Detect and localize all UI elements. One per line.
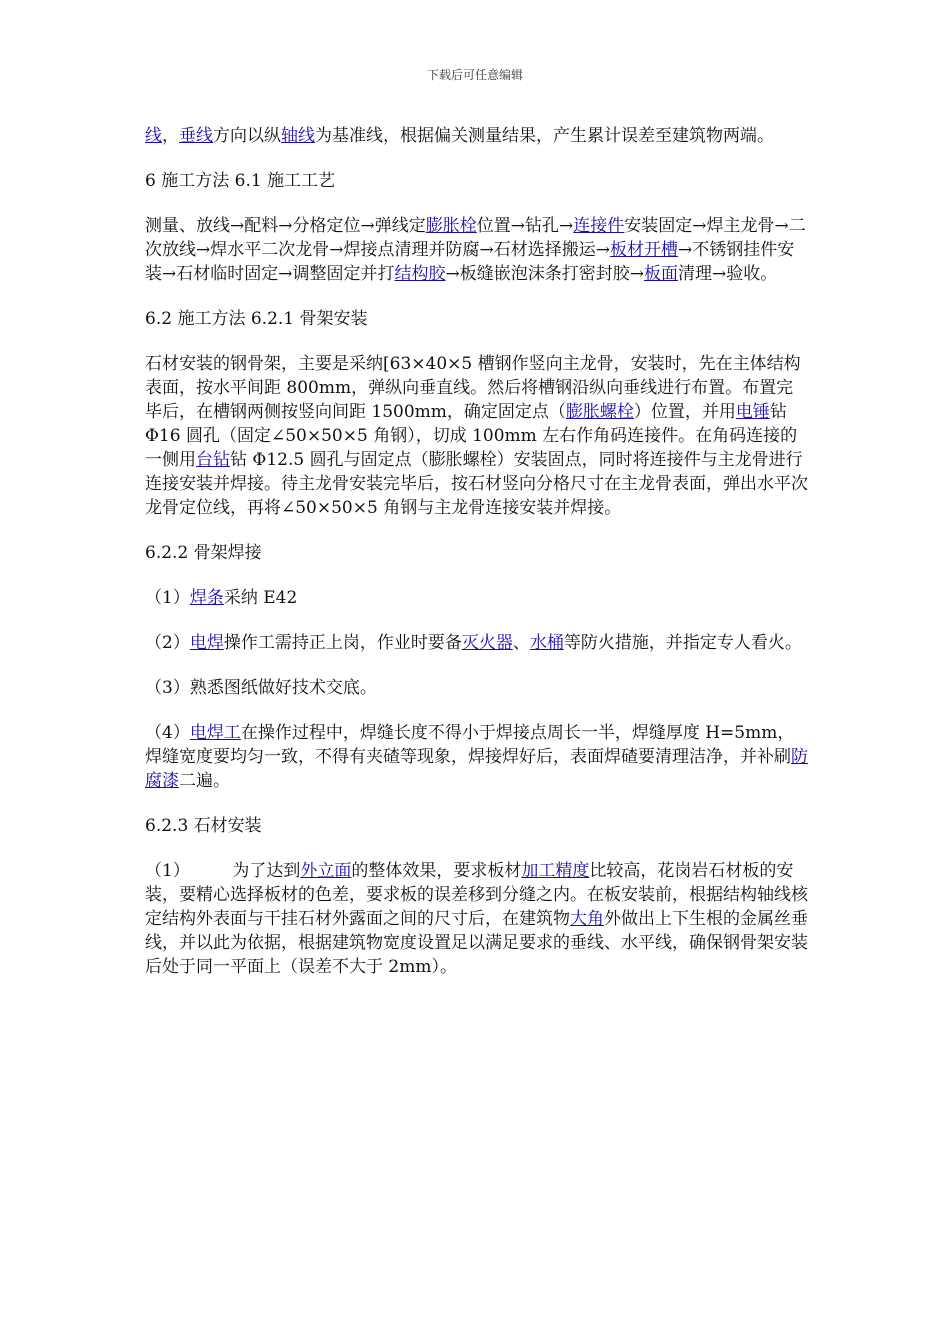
paragraph-text: 、 <box>512 633 530 653</box>
paragraph <box>145 586 810 610</box>
paragraph-text: 操作工需持正上岗，作业时要备 <box>223 633 462 653</box>
term-link[interactable]: 垂线 <box>179 126 213 146</box>
paragraph <box>145 169 810 193</box>
paragraph-text: 6.2 施工方法 6.2.1 骨架安装 <box>145 309 368 329</box>
term-link[interactable]: 加工精度 <box>521 861 590 881</box>
term-link[interactable]: 板材开槽 <box>609 240 678 260</box>
term-link[interactable]: 线 <box>145 126 162 146</box>
paragraph <box>145 214 810 286</box>
term-link[interactable]: 大角 <box>570 909 604 929</box>
paragraph-text: 外做出上下生根的金属丝垂线，并以此为依据，根据建筑物宽度设置足以满足要求的垂线、水平线，确保钢骨架安装后处于同一平面上（误差不大于 2mm）。 <box>145 909 808 977</box>
paragraph-text: 6 施工方法 6.1 施工工艺 <box>145 171 336 191</box>
term-link[interactable]: 电焊工 <box>189 723 241 743</box>
paragraph-text: ）位置，并用 <box>633 402 736 422</box>
paragraph <box>145 814 810 838</box>
paragraph-text: 方向以纵 <box>213 126 281 146</box>
paragraph-text: （2） <box>145 633 190 653</box>
paragraph-text: 在操作过程中，焊缝长度不得小于焊接点周长一半，焊缝厚度 H=5mm，焊缝宽度要均匀一致，不得有夹碴等现象，焊接焊好后，表面焊碴要清理洁净，并补刷 <box>145 723 795 767</box>
paragraph-text: ， <box>162 126 179 146</box>
term-link[interactable]: 台钻 <box>196 450 230 470</box>
term-link[interactable]: 外立面 <box>300 861 352 881</box>
term-link[interactable]: 电锤 <box>735 402 770 422</box>
term-link[interactable]: 轴线 <box>281 126 315 146</box>
paragraph <box>145 721 810 793</box>
paragraph-text: 比较高，花岗岩石材板的安装，要精心选择板材的色差，要求板的误差移到分缝之内。在板安装前，根据结构轴线核定结构外表面与干挂石材外露面之间的尺寸后，在建筑物 <box>145 861 808 929</box>
term-link[interactable]: 灭火器 <box>461 633 513 653</box>
term-link[interactable]: 连接件 <box>573 216 625 236</box>
paragraph <box>145 541 810 565</box>
paragraph-text: （1） <box>145 588 190 608</box>
term-link[interactable]: 结构胶 <box>394 264 446 284</box>
term-link[interactable]: 水桶 <box>529 633 564 653</box>
term-link[interactable]: 焊条 <box>189 588 224 608</box>
paragraph-text: →板缝嵌泡沫条打密封胶→ <box>445 264 644 284</box>
term-link[interactable]: 板面 <box>644 264 678 284</box>
page-header-note: 下载后可任意编辑 <box>426 68 523 82</box>
term-link[interactable]: 防腐漆 <box>145 747 808 791</box>
term-link[interactable]: 膨胀栓 <box>425 216 477 236</box>
document-body <box>145 124 810 1000</box>
paragraph-text: 二遍。 <box>179 771 230 791</box>
paragraph-text: 为基准线，根据偏关测量结果，产生累计误差至建筑物两端。 <box>315 126 774 146</box>
paragraph-text: （4） <box>145 723 190 743</box>
paragraph-text: 采纳 E42 <box>223 588 298 608</box>
paragraph <box>145 859 810 979</box>
paragraph-text: 等防火措施，并指定专人看火。 <box>563 633 802 653</box>
paragraph <box>145 631 810 655</box>
paragraph <box>145 124 810 148</box>
paragraph <box>145 352 810 520</box>
paragraph <box>145 676 810 700</box>
paragraph-text: 钻 Φ16 圆孔（固定∠50×50×5 角钢），切成 100mm 左右作角码连接件。在角码连接的一侧用 <box>145 402 798 470</box>
paragraph-text: 测量、放线→配料→分格定位→弹线定 <box>145 216 426 236</box>
paragraph-text: （3）熟悉图纸做好技术交底。 <box>145 678 377 698</box>
paragraph-text: 清理→验收。 <box>678 264 778 284</box>
paragraph <box>145 307 810 331</box>
paragraph-text: 安装固定→焊主龙骨→二次放线→焊水平二次龙骨→焊接点清理并防腐→石材选择搬运→ <box>145 216 806 260</box>
paragraph-text: 6.2.2 骨架焊接 <box>145 543 262 563</box>
term-link[interactable]: 膨胀螺栓 <box>565 402 634 422</box>
paragraph-text: 石材安装的钢骨架，主要是采纳[63×40×5 槽钢作竖向主龙骨，安装时，先在主体结构表面，按水平间距 800mm，弹纵向垂直线。然后将槽钢沿纵向垂线进行布置。布置完毕后，在槽钢两侧按竖向间距 1500mm，确定固定点（ <box>145 354 801 422</box>
paragraph-text: 6.2.3 石材安装 <box>145 816 262 836</box>
paragraph-text: 位置→钻孔→ <box>476 216 574 236</box>
paragraph-text: （1） 为了达到 <box>145 861 301 881</box>
paragraph-text: 的整体效果，要求板材 <box>351 861 522 881</box>
paragraph-text: →不锈钢挂件安装→石材临时固定→调整固定并打 <box>145 240 795 284</box>
paragraph-text: 钻 Φ12.5 圆孔与固定点（膨胀螺栓）安装固点，同时将连接件与主龙骨进行连接安装并焊接。待主龙骨安装完毕后，按石材竖向分格尺寸在主龙骨表面，弹出水平次龙骨定位线，再将∠50×50×5 角钢与主龙骨连接安装并焊接。 <box>145 450 808 518</box>
term-link[interactable]: 电焊 <box>189 633 224 653</box>
